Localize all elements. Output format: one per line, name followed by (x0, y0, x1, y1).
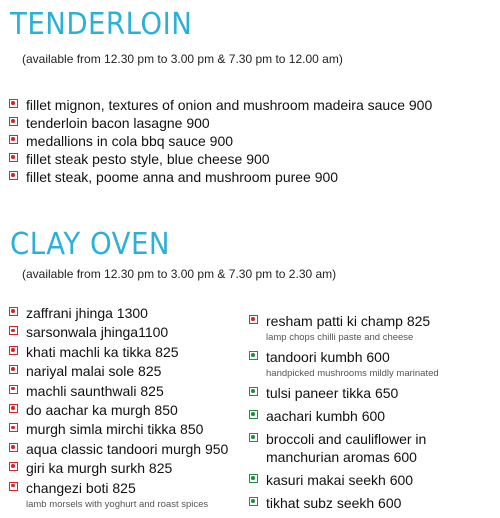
menu-item (9, 460, 244, 478)
menu-item-name: fillet steak pesto style, blue cheese 900 (26, 151, 270, 167)
clay-oven-menu-list-right (249, 313, 489, 518)
menu-item (9, 480, 244, 511)
menu-item-name: nariyal malai sole 825 (26, 363, 162, 380)
menu-item (9, 344, 244, 362)
non-veg-indicator-icon (9, 385, 18, 394)
menu-item-name: tikhat subz seekh 600 (266, 495, 402, 511)
non-veg-indicator-icon (9, 117, 18, 126)
non-veg-indicator-icon (249, 315, 258, 324)
menu-item (9, 402, 244, 420)
menu-item (9, 115, 469, 133)
menu-item-name: fillet mignon, textures of onion and mushroom madeira sauce 900 (26, 97, 433, 113)
menu-item-name: medallions in cola bbq sauce 900 (26, 133, 234, 149)
non-veg-indicator-icon (9, 404, 18, 413)
availability-note: (available from 12.30 pm to 3.00 pm & 7.30 pm to 2.30 am) (22, 267, 337, 281)
menu-item (249, 385, 489, 403)
non-veg-indicator-icon (9, 423, 18, 432)
menu-item-name: machli saunthwali 825 (26, 382, 164, 399)
menu-item (9, 421, 244, 439)
menu-item (9, 324, 244, 342)
section-title-clay-oven: CLAY OVEN (10, 227, 171, 262)
section-title-tenderloin: TENDERLOIN (10, 7, 193, 42)
non-veg-indicator-icon (9, 365, 18, 374)
menu-item-name: sarsonwala jhinga1100 (26, 324, 169, 341)
menu-item (249, 349, 489, 380)
menu-item (249, 408, 489, 426)
menu-item-name: khati machli ka tikka 825 (26, 343, 179, 360)
non-veg-indicator-icon (9, 171, 18, 180)
menu-item (9, 169, 469, 187)
non-veg-indicator-icon (9, 482, 18, 491)
menu-item-name: tulsi paneer tikka 650 (266, 385, 399, 401)
menu-item (249, 472, 489, 490)
menu-item (9, 305, 244, 323)
menu-item-name: kasuri makai seekh 600 (266, 472, 414, 488)
menu-item-description: lamb morsels with yoghurt and roast spices (26, 498, 209, 510)
availability-note: (available from 12.30 pm to 3.00 pm & 7.30 pm to 12.00 am) (22, 52, 343, 66)
menu-item (249, 313, 489, 344)
menu-item-name: do aachar ka murgh 850 (26, 401, 178, 418)
veg-indicator-icon (249, 410, 258, 419)
non-veg-indicator-icon (9, 153, 18, 162)
non-veg-indicator-icon (9, 326, 18, 335)
menu-item (9, 151, 469, 169)
menu-item-name: resham patti ki champ 825 (266, 313, 431, 329)
menu-item (9, 441, 244, 459)
clay-oven-menu-list-left (9, 305, 244, 512)
menu-item (9, 97, 469, 115)
non-veg-indicator-icon (9, 462, 18, 471)
veg-indicator-icon (249, 497, 258, 506)
tenderloin-menu-list (9, 97, 469, 187)
menu-item-name: tenderloin bacon lasagne 900 (26, 115, 210, 131)
veg-indicator-icon (249, 387, 258, 396)
non-veg-indicator-icon (9, 346, 18, 355)
menu-item-name: aachari kumbh 600 (266, 408, 386, 424)
menu-item-name: tandoori kumbh 600 (266, 349, 390, 365)
menu-item (249, 495, 489, 513)
menu-item-name: giri ka murgh surkh 825 (26, 460, 173, 477)
menu-item (9, 383, 244, 401)
non-veg-indicator-icon (9, 443, 18, 452)
menu-item-name: murgh simla mirchi tikka 850 (26, 421, 204, 438)
menu-item-name: changezi boti 825 (26, 479, 136, 496)
menu-item (9, 133, 469, 151)
menu-item-name: zaffrani jhinga 1300 (26, 305, 148, 321)
menu-item-name: fillet steak, poome anna and mushroom puree 900 (26, 169, 339, 185)
veg-indicator-icon (249, 351, 258, 360)
menu-item-name: aqua classic tandoori murgh 950 (26, 440, 229, 457)
menu-item-name: broccoli and cauliflower in manchurian aromas 600 (266, 431, 427, 465)
menu-item-description: lamp chops chilli paste and cheese (266, 332, 414, 343)
non-veg-indicator-icon (9, 99, 18, 108)
veg-indicator-icon (249, 433, 258, 442)
menu-item (9, 363, 244, 381)
non-veg-indicator-icon (9, 135, 18, 144)
menu-item-description: handpicked mushrooms mildly marinated (266, 368, 439, 379)
veg-indicator-icon (249, 474, 258, 483)
non-veg-indicator-icon (9, 307, 18, 316)
menu-item (249, 431, 489, 467)
